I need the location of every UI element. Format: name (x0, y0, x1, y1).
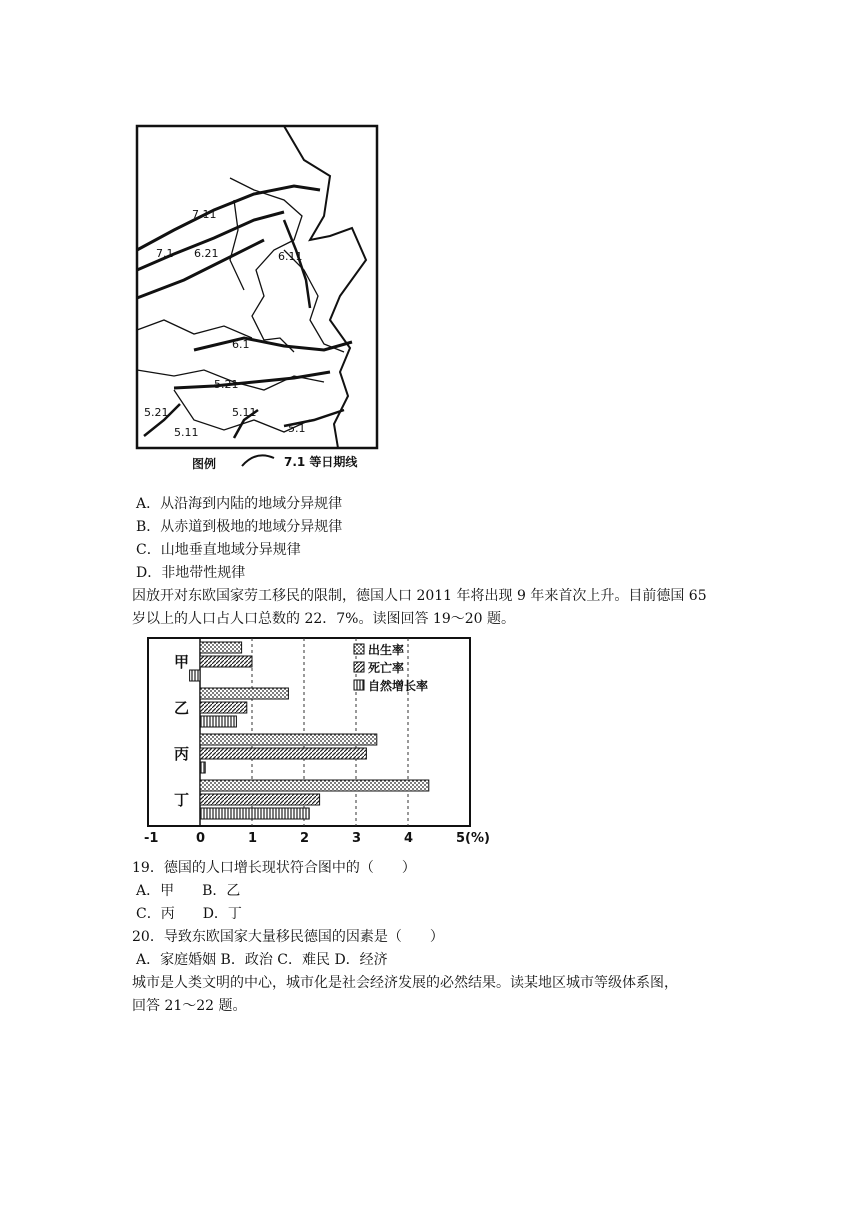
legend-label-death: 死亡率 (368, 661, 405, 675)
category-label: 乙 (174, 699, 190, 717)
bar-birth-rate (200, 688, 288, 699)
q18-option-d: D．非地带性规律 (136, 565, 246, 581)
map-legend-label: 图例 (192, 457, 217, 471)
x-tick-label: 4 (404, 831, 414, 846)
q20-stem: 20．导致东欧国家大量移民德国的因素是（ ） (132, 929, 444, 945)
isoline-label: 5.21 (144, 406, 169, 419)
bar-death-rate (200, 702, 247, 713)
isoline-label: 5.11 (174, 426, 199, 439)
bar-birth-rate (200, 734, 377, 745)
isoline-label: 7.1 (156, 247, 174, 260)
legend-label-birth: 出生率 (368, 643, 405, 657)
q19-options-row1: A．甲 B．乙 (136, 883, 241, 899)
map-legend-text: 7.1 等日期线 (284, 455, 358, 469)
isoline-label: 6.21 (194, 247, 219, 260)
q19-stem: 19．德国的人口增长现状符合图中的（ ） (132, 860, 416, 876)
q19-options-row2: C．丙 D．丁 (136, 906, 242, 922)
bar-natural-growth (200, 808, 309, 819)
isochrone-map (134, 120, 392, 480)
x-tick-label: 5(%) (456, 831, 490, 846)
legend-label-natural: 自然增长率 (368, 679, 429, 693)
legend-swatch-death (354, 662, 364, 672)
intro-line-1: 因放开对东欧国家劳工移民的限制，德国人口 2011 年将出现 9 年来首次上升。目前德国 65 (132, 588, 707, 604)
bar-birth-rate (200, 642, 242, 653)
intro-line-2: 岁以上的人口占人口总数的 22．7%。读图回答 19～20 题。 (132, 611, 516, 627)
q18-option-a: A．从沿海到内陆的地域分异规律 (136, 496, 343, 512)
x-tick-label: 3 (352, 831, 362, 846)
bar-natural-growth (190, 670, 200, 681)
legend-swatch-birth (354, 644, 364, 654)
q18-option-c: C．山地垂直地域分异规律 (136, 542, 301, 558)
category-label: 丁 (174, 791, 190, 809)
isoline-label: 6.11 (278, 250, 303, 263)
x-tick-label: 1 (248, 831, 258, 846)
intro2-line-1: 城市是人类文明的中心，城市化是社会经济发展的必然结果。读某地区城市等级体系图， (132, 975, 678, 991)
q18-option-b: B．从赤道到极地的地域分异规律 (136, 519, 343, 535)
isoline-label: 7.11 (192, 208, 217, 221)
legend-swatch-natural (354, 680, 364, 690)
x-tick-label: 2 (300, 831, 310, 846)
bar-natural-growth (200, 762, 205, 773)
population-rate-chart (128, 632, 500, 848)
q20-options: A．家庭婚姻 B．政治 C．难民 D．经济 (136, 952, 388, 968)
isoline-label: 5.1 (288, 422, 306, 435)
bar-birth-rate (200, 780, 429, 791)
isoline-label: 5.21 (214, 378, 239, 391)
category-label: 甲 (174, 653, 190, 671)
isoline-label: 5.11 (232, 406, 257, 419)
x-tick-label: -1 (144, 831, 159, 846)
category-label: 丙 (174, 745, 190, 763)
bar-death-rate (200, 656, 252, 667)
bar-death-rate (200, 794, 320, 805)
bar-death-rate (200, 748, 366, 759)
x-tick-label: 0 (196, 831, 206, 846)
intro2-line-2: 回答 21～22 题。 (132, 998, 247, 1014)
legend-line-icon (242, 455, 274, 466)
isoline-label: 6.1 (232, 338, 250, 351)
bar-natural-growth (200, 716, 236, 727)
